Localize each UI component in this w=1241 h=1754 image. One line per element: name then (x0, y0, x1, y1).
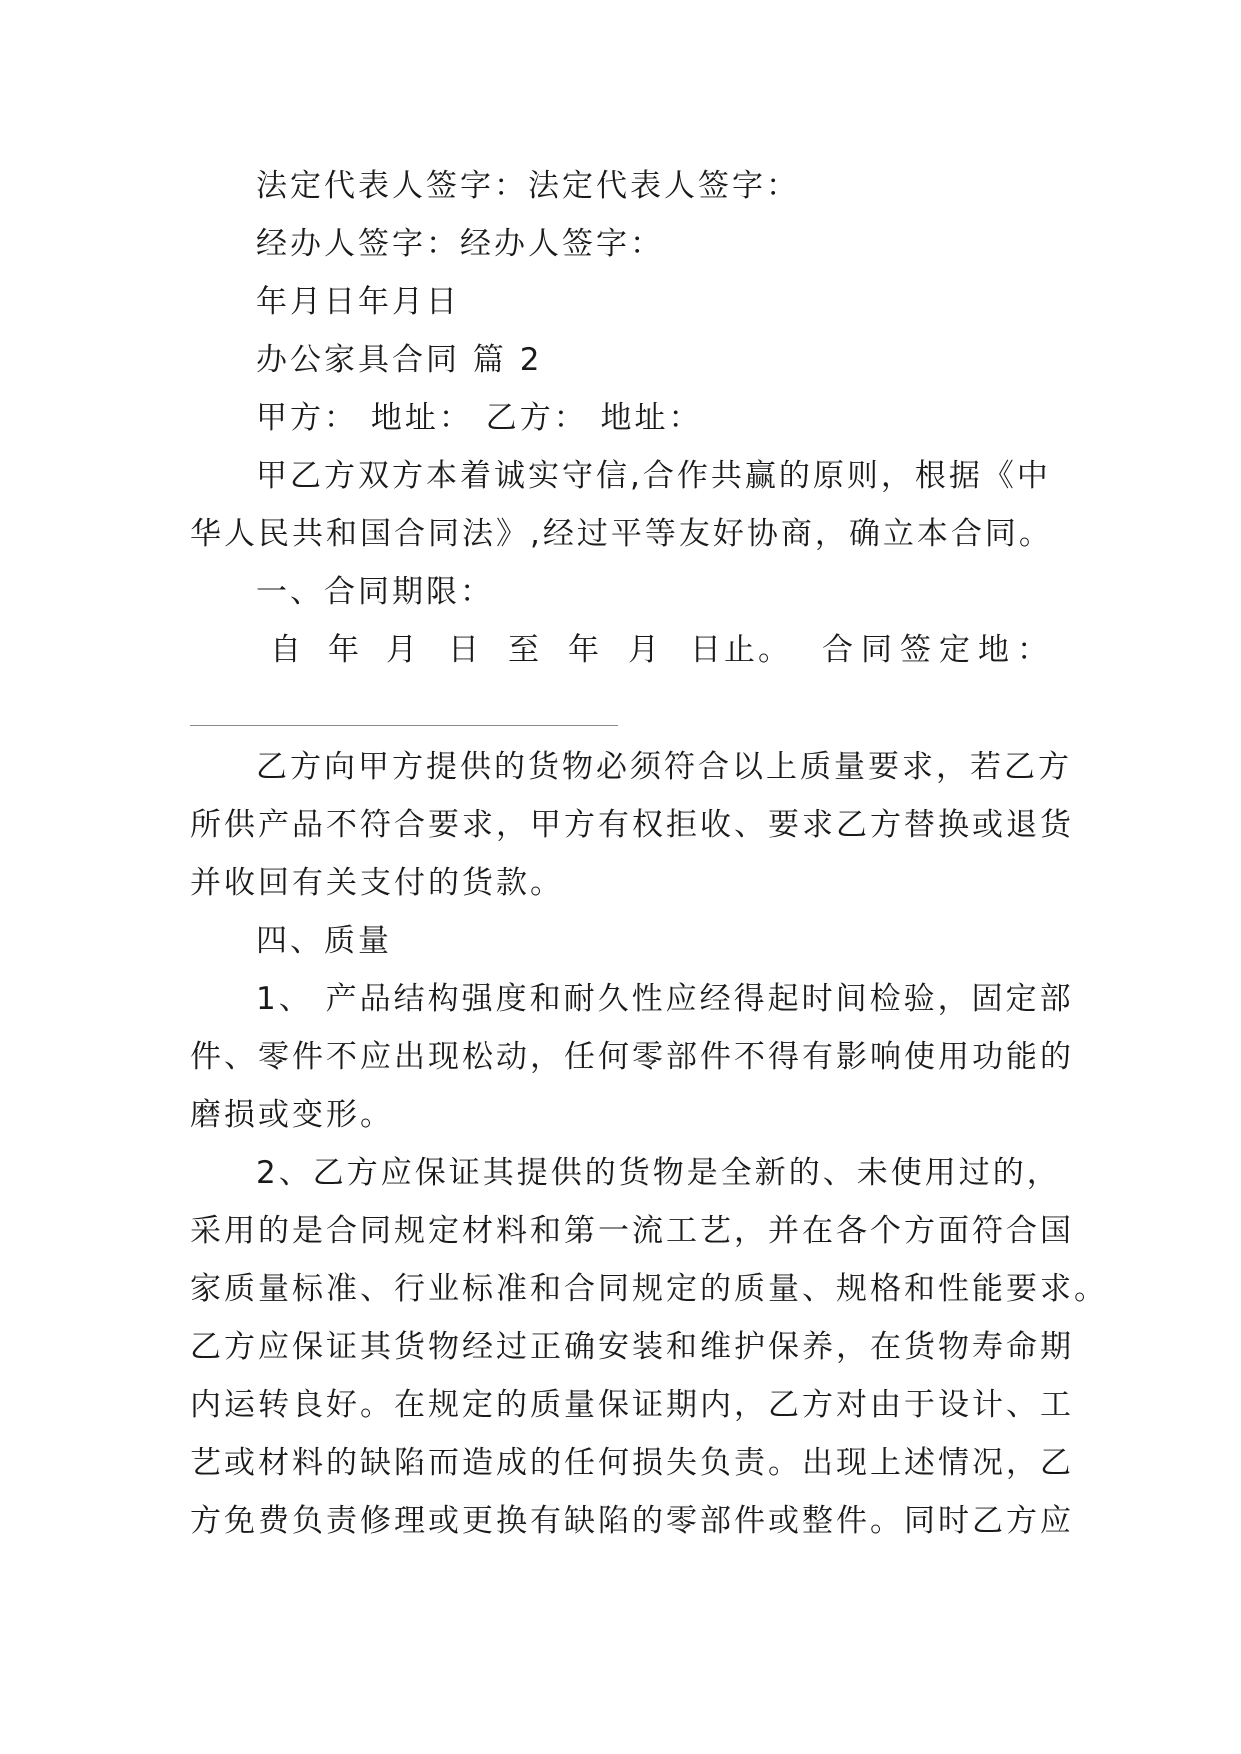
term-heading: 一、合同期限： (256, 574, 494, 610)
signature-line-legal-rep: 法定代表人签字：法定代表人签字： (256, 168, 800, 204)
signature-blank-line (190, 725, 618, 726)
item2-line-4: 乙方应保证其货物经过正确安装和维护保养，在货物寿命期 (190, 1329, 1074, 1365)
term-word: 合同签定地： (822, 632, 1056, 668)
item1-line-1: 1、 产品结构强度和耐久性应经得起时间检验，固定部 (256, 981, 1074, 1017)
term-line (0, 630, 1241, 670)
term-word: 年 (568, 632, 602, 668)
term-word: 月 (628, 632, 662, 668)
item1-line-3: 磨损或变形。 (190, 1097, 394, 1133)
term-word: 至 (508, 632, 542, 668)
term-word: 年 (328, 632, 362, 668)
section-title: 办公家具合同 篇 2 (256, 342, 543, 378)
term-word: 月 (386, 632, 420, 668)
quality-para-line-2: 所供产品不符合要求，甲方有权拒收、要求乙方替换或退货 (190, 807, 1074, 843)
term-word: 自 (270, 632, 304, 668)
item2-line-7: 方免费负责修理或更换有缺陷的零部件或整件。同时乙方应 (190, 1503, 1074, 1539)
item1-line-2: 件、零件不应出现松动，任何零部件不得有影响使用功能的 (190, 1039, 1074, 1075)
signature-line-handler: 经办人签字：经办人签字： (256, 226, 664, 262)
quality-para-line-3: 并收回有关支付的货款。 (190, 865, 564, 901)
quality-para-line-1: 乙方向甲方提供的货物必须符合以上质量要求，若乙方 (256, 749, 1072, 785)
item2-line-6: 艺或材料的缺陷而造成的任何损失负责。出现上述情况，乙 (190, 1445, 1074, 1481)
intro-line-1: 甲乙方双方本着诚实守信,合作共赢的原则，根据《中 (256, 458, 1051, 494)
item2-line-3: 家质量标准、行业标准和合同规定的质量、规格和性能要求。 (190, 1271, 1108, 1307)
item2-line-1: 2、乙方应保证其提供的货物是全新的、未使用过的， (256, 1155, 1061, 1191)
term-word: 日止。 (690, 632, 792, 668)
term-word: 日 (448, 632, 482, 668)
intro-line-2: 华人民共和国合同法》,经过平等友好协商，确立本合同。 (190, 516, 1053, 552)
quality-heading: 四、质量 (256, 923, 392, 959)
parties-line: 甲方： 地址： 乙方： 地址： (256, 400, 703, 436)
signature-line-date: 年月日年月日 (256, 284, 460, 320)
item2-line-5: 内运转良好。在规定的质量保证期内，乙方对由于设计、工 (190, 1387, 1074, 1423)
item2-line-2: 采用的是合同规定材料和第一流工艺，并在各个方面符合国 (190, 1213, 1074, 1249)
